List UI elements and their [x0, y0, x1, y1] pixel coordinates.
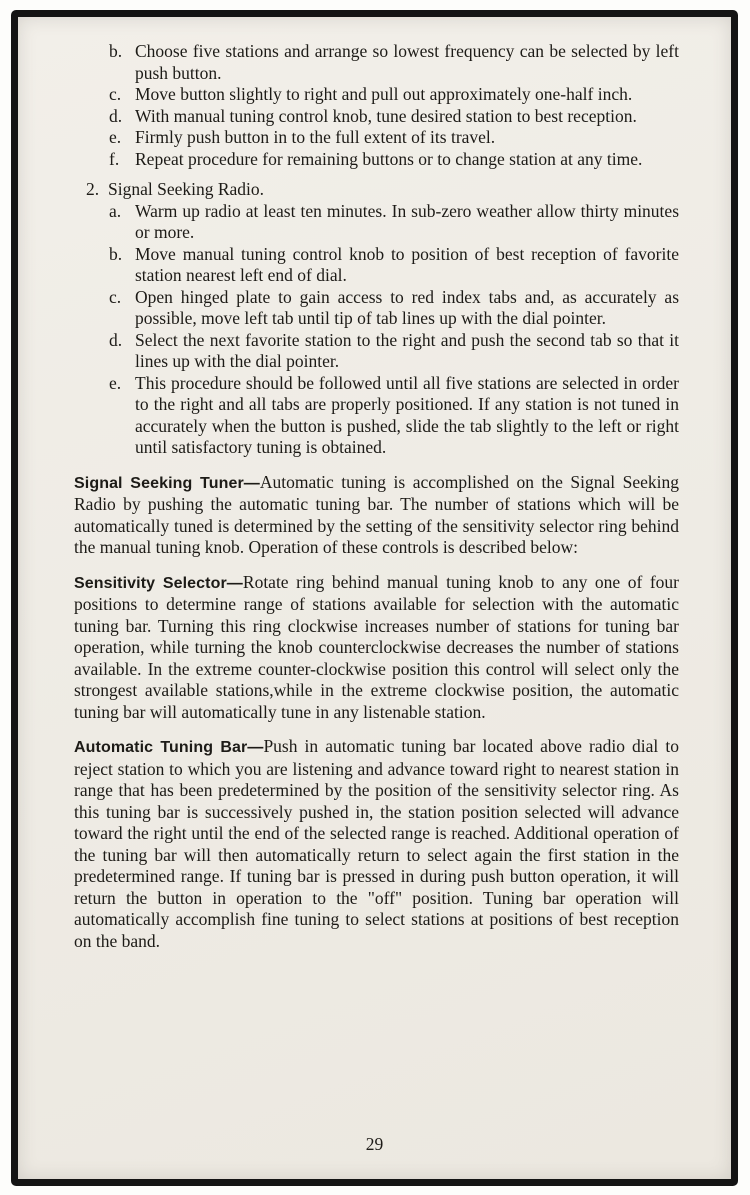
- paragraph-term: Sensitivity Selector—: [74, 574, 243, 592]
- list-item-label: f.: [109, 148, 120, 169]
- paragraph-signal-seeking-tuner: [74, 472, 679, 559]
- paragraph-body: Rotate ring behind manual tuning knob to any one of four positions to determine range of stations available for selection with the automatic tuning bar. Turning this ring clockwise increases number of stations for tuning bar operation, while turning the knob counterclockwise decreases the number of stations available. In the extreme counter-clockwise position this control will select only the strongest available stations,while in the extreme clockwise position, the automatic tuning bar will automatically tune in any listenable station.: [74, 571, 679, 722]
- list-item-text: Firmly push button in to the full extent of its travel.: [135, 127, 496, 147]
- list-item-text: Open hinged plate to gain access to red index tabs and, as accurately as possible, move left tab until tip of tab lines up with the dial pointer.: [135, 286, 679, 328]
- list-item-text: Warm up radio at least ten minutes. In sub-zero weather allow thirty minutes or more.: [135, 200, 679, 242]
- list-item: [109, 330, 679, 373]
- list-item: [109, 106, 679, 128]
- list-item-text: Choose five stations and arrange so lowest frequency can be selected by left push button.: [135, 41, 679, 83]
- list-item-label: e.: [109, 372, 122, 393]
- list-item-label: d.: [109, 105, 123, 126]
- list-item-text: With manual tuning control knob, tune desired station to best reception.: [135, 105, 637, 126]
- list-item-label: b.: [109, 41, 123, 61]
- list-item-label: a.: [109, 200, 122, 221]
- list-item-text: Move button slightly to right and pull out approximately one-half inch.: [135, 84, 633, 104]
- paragraph-automatic-tuning-bar: [74, 736, 679, 952]
- page-border: [11, 10, 738, 1186]
- list-item: [109, 127, 679, 149]
- paragraph-body: Push in automatic tuning bar located above radio dial to reject station to which you are listening and advance toward right to nearest station in range that has been predetermined by the position of the sensitivity selector ring. As this tuning bar is successively pushed in, the station position selected will advance toward the right until the end of the selected range is reached. Additional operation of the tuning bar will then automatically return to select again the first station in the predetermined range. If tuning bar is pressed in during push button operation, it will return the button in operation to the "off" position. Tuning bar operation will automatically accomplish fine tuning to select stations at positions of best reception on the band.: [74, 736, 679, 951]
- list-item-label: c.: [109, 84, 122, 104]
- list-item: [109, 201, 679, 244]
- numbered-section-title: Signal Seeking Radio.: [108, 179, 265, 199]
- list-item: [109, 287, 679, 330]
- list-item: [109, 244, 679, 287]
- paragraph-term: Automatic Tuning Bar—: [74, 739, 264, 756]
- list-item: [109, 84, 679, 106]
- list-item: [109, 373, 679, 459]
- list-item-text: Move manual tuning control knob to position of best reception of favorite station nearest left end of dial.: [135, 243, 679, 285]
- paragraph-sensitivity-selector: [74, 572, 679, 724]
- numbered-section-heading: [86, 179, 679, 201]
- numbered-section-number: 2.: [86, 179, 100, 199]
- paragraph-term: Signal Seeking Tuner—: [74, 474, 260, 492]
- list-item: [109, 149, 679, 171]
- list-item-text: Select the next favorite station to the right and push the second tab so that it lines up with the dial pointer.: [135, 329, 679, 371]
- numbered-section-signal-seeking-radio: [86, 179, 679, 459]
- paragraph-body: Automatic tuning is accomplished on the Signal Seeking Radio by pushing the automatic tuning bar. The number of stations which will be automatically tuned is determined by the setting of the sensitivity selector ring behind the manual tuning knob. Operation of these controls is described below:: [74, 471, 679, 557]
- page-number: 29: [365, 1134, 384, 1154]
- procedure-list-signal-seeking: [109, 201, 679, 459]
- page-content: [18, 17, 731, 952]
- list-item-label: d.: [109, 329, 123, 350]
- list-item-text: Repeat procedure for remaining buttons or to change station at any time.: [135, 148, 643, 169]
- list-item-label: e.: [109, 127, 122, 147]
- list-item-text: This procedure should be followed until all five stations are selected in order to the right and all tabs are properly positioned. If any station is not tuned in accurately when the button is pushed, slide the tab slightly to the left or right until satisfactory tuning is obtained.: [135, 372, 679, 457]
- list-item-label: b.: [109, 243, 123, 264]
- list-item-label: c.: [109, 286, 122, 307]
- procedure-list-push-button: [109, 41, 679, 170]
- list-item: [109, 41, 679, 84]
